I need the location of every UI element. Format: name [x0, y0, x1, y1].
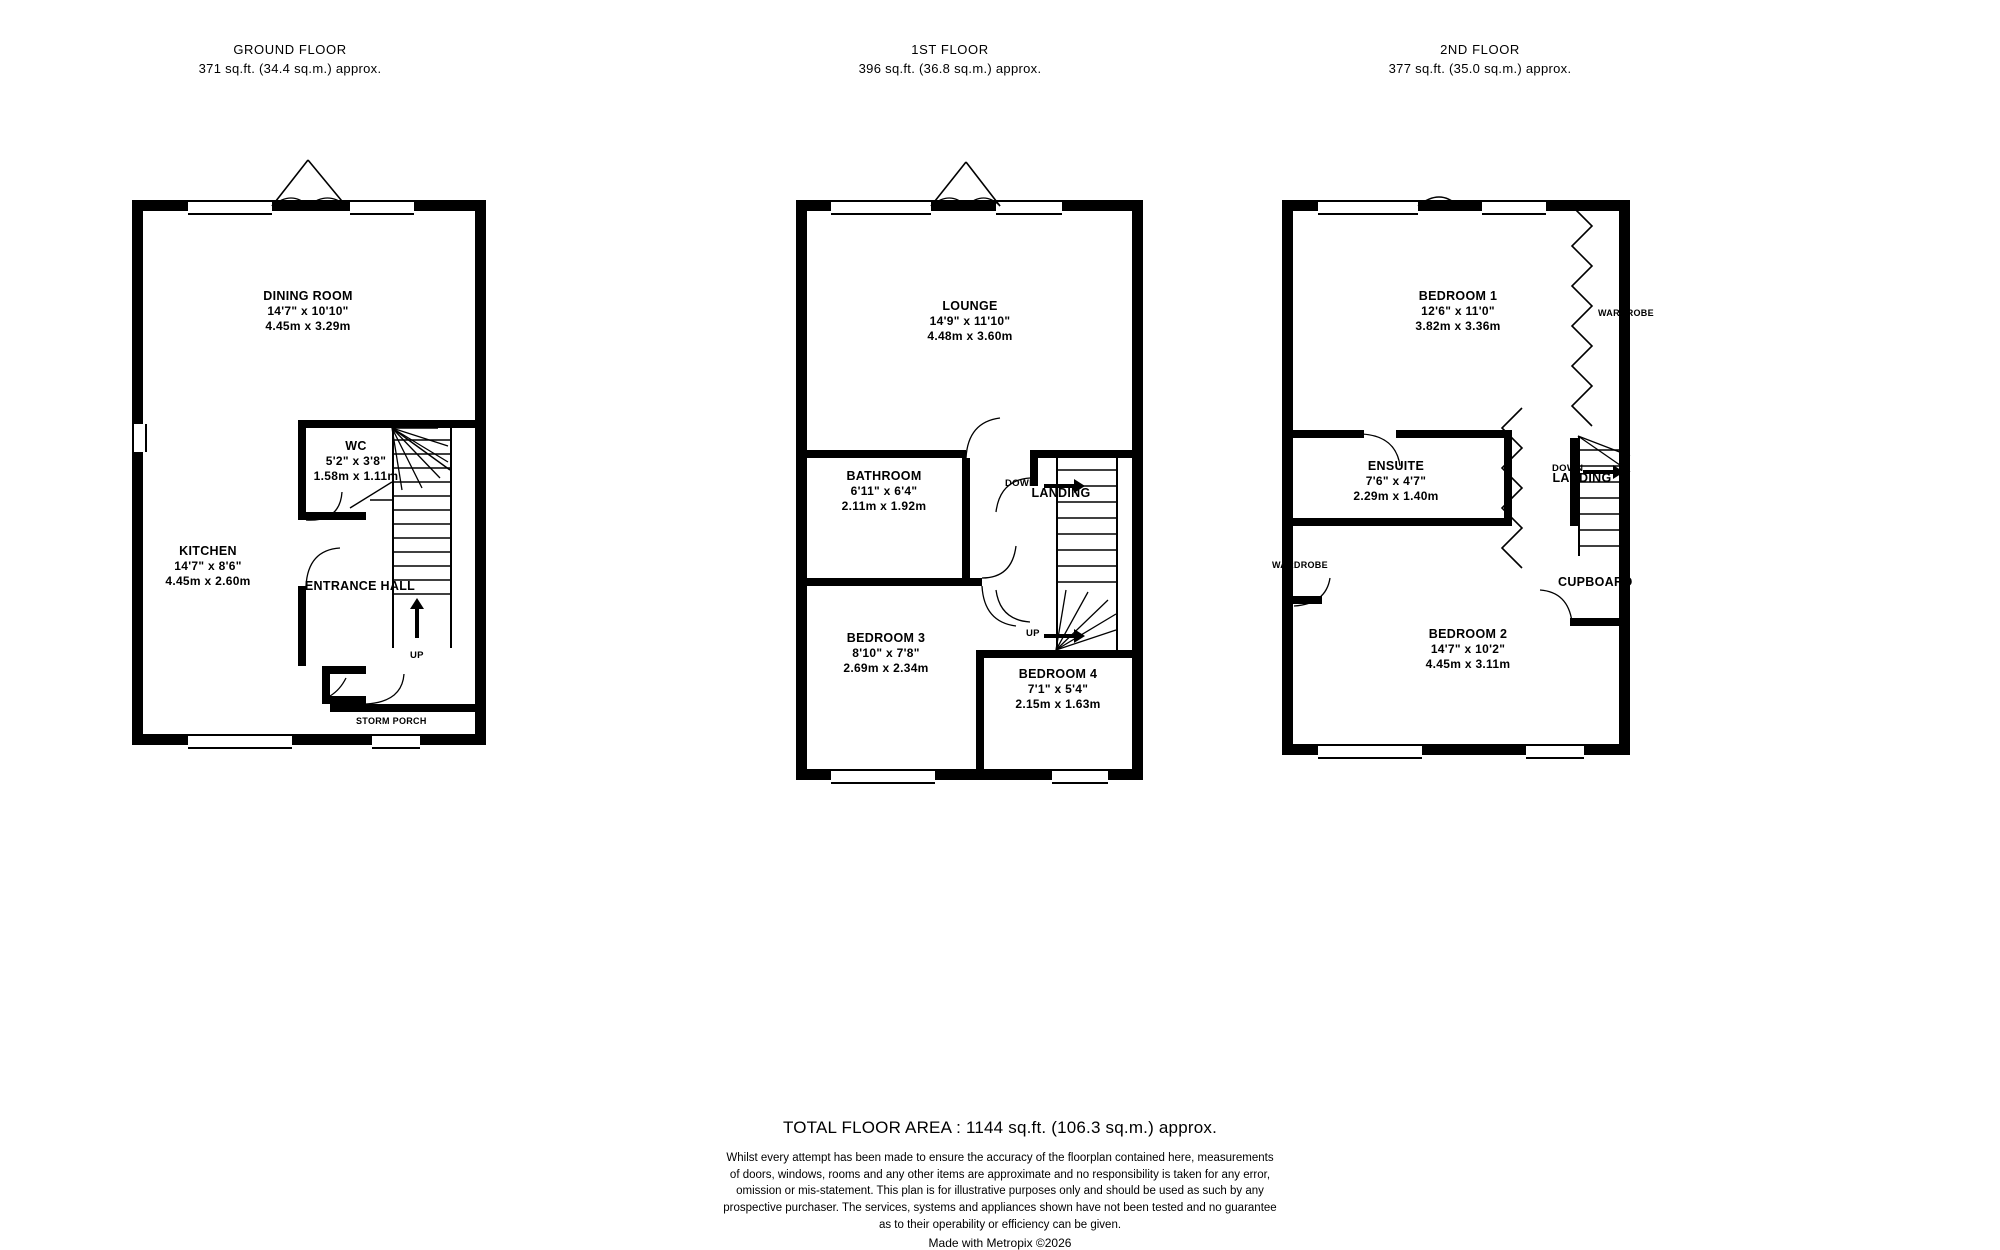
room-label-lounge — [864, 298, 1076, 345]
first-floor-area: 396 sq.ft. (36.8 sq.m.) approx. — [858, 61, 1042, 76]
stairs-up-arrow-stem — [1044, 634, 1076, 638]
label-wardrobe-bed1: WARDROBE — [1598, 308, 1654, 318]
room-dim-metric: 4.48m x 3.60m — [927, 329, 1013, 344]
room-name: LANDING — [1552, 471, 1612, 485]
room-label-entrance-hall — [270, 578, 450, 594]
room-dim-imperial: 14'7" x 8'6" — [174, 559, 242, 573]
footer-block — [0, 1118, 2000, 1250]
stairs-up-label-first: UP — [1026, 628, 1040, 639]
room-name: WC — [345, 439, 367, 453]
room-dim-metric: 1.58m x 1.11m — [313, 469, 399, 484]
room-name: BEDROOM 4 — [1018, 667, 1098, 681]
ground-floor-plan — [40, 30, 540, 770]
room-label-bedroom-4 — [978, 666, 1138, 713]
room-name: BEDROOM 1 — [1418, 289, 1498, 303]
room-dim-metric: 2.15m x 1.63m — [1015, 697, 1101, 712]
room-dim-imperial: 14'9" x 11'10" — [929, 314, 1011, 328]
first-floor-title: 1ST FLOOR — [911, 42, 989, 57]
room-label-bedroom-1 — [1352, 288, 1564, 335]
ground-floor-area: 371 sq.ft. (34.4 sq.m.) approx. — [198, 61, 382, 76]
room-dim-imperial: 12'6" x 11'0" — [1421, 304, 1495, 318]
disclaimer — [0, 1150, 2000, 1233]
room-dim-metric: 2.11m x 1.92m — [841, 499, 927, 514]
room-name: BEDROOM 2 — [1428, 627, 1508, 641]
label-storm-porch: STORM PORCH — [356, 716, 427, 726]
stairs-up-arrow-head — [410, 598, 424, 609]
made-with-credit: Made with Metropix ©2026 — [928, 1236, 1072, 1250]
room-dim-metric: 3.82m x 3.36m — [1415, 319, 1501, 334]
label-wardrobe-bed2: WARDROBE — [1272, 560, 1328, 570]
disclaimer-line: as to their operability or efficiency can be given. — [878, 1218, 1122, 1231]
room-name: BEDROOM 3 — [846, 631, 926, 645]
second-floor-plan — [1200, 30, 1760, 770]
second-floor-area: 377 sq.ft. (35.0 sq.m.) approx. — [1388, 61, 1572, 76]
room-dim-imperial: 7'6" x 4'7" — [1365, 474, 1427, 488]
room-label-bathroom — [804, 468, 964, 515]
room-label-dining-room — [202, 288, 414, 335]
room-label-ensuite — [1312, 458, 1480, 505]
room-dim-imperial: 6'11" x 6'4" — [850, 484, 918, 498]
room-name: KITCHEN — [179, 544, 237, 558]
room-dim-metric: 2.69m x 2.34m — [843, 661, 929, 676]
label-cupboard: CUPBOARD — [1558, 575, 1633, 589]
room-dim-metric: 4.45m x 2.60m — [165, 574, 251, 589]
room-dim-imperial: 7'1" x 5'4" — [1027, 682, 1089, 696]
room-dim-imperial: 5'2" x 3'8" — [325, 454, 387, 468]
room-label-wc — [276, 438, 436, 485]
room-dim-imperial: 14'7" x 10'2" — [1430, 642, 1506, 656]
room-name: DINING ROOM — [263, 289, 353, 303]
room-name: LANDING — [1031, 486, 1091, 500]
room-label-landing — [986, 485, 1136, 501]
disclaimer-line: prospective purchaser. The services, systems and appliances shown have not been tested and no guarantee — [723, 1202, 1277, 1215]
room-dim-imperial: 14'7" x 10'10" — [267, 304, 349, 318]
room-label-landing-2nd — [1522, 470, 1642, 486]
second-floor-title: 2ND FLOOR — [1440, 42, 1520, 57]
stairs-up-arrow-stem — [415, 608, 419, 638]
room-name: BATHROOM — [846, 469, 922, 483]
first-floor-plan — [700, 30, 1200, 810]
room-name: ENSUITE — [1367, 459, 1425, 473]
disclaimer-line: omission or mis-statement. This plan is for illustrative purposes only and should be used as such by any — [736, 1185, 1264, 1198]
stairs-down-label-second: DOWN — [1552, 463, 1584, 474]
disclaimer-line: Whilst every attempt has been made to ensure the accuracy of the floorplan contained here, measurements — [726, 1152, 1274, 1164]
stairs-ground-treads — [40, 30, 540, 770]
room-name: LOUNGE — [942, 299, 998, 313]
stairs-up-label-ground: UP — [410, 650, 424, 661]
room-dim-metric: 2.29m x 1.40m — [1353, 489, 1439, 504]
ground-floor-title: GROUND FLOOR — [233, 42, 347, 57]
room-label-kitchen — [128, 543, 288, 590]
stairs-down-label-first: DOWN — [1005, 478, 1037, 489]
room-dim-metric: 4.45m x 3.29m — [265, 319, 351, 334]
room-dim-metric: 4.45m x 3.11m — [1425, 657, 1511, 672]
room-dim-imperial: 8'10" x 7'8" — [852, 646, 920, 660]
room-label-bedroom-3 — [800, 630, 972, 677]
disclaimer-line: of doors, windows, rooms and any other items are approximate and no responsibility is taken for any error, — [729, 1168, 1271, 1181]
room-label-bedroom-2 — [1362, 626, 1574, 673]
total-floor-area: TOTAL FLOOR AREA : 1144 sq.ft. (106.3 sq.m.) approx. — [782, 1118, 1217, 1137]
room-name: ENTRANCE HALL — [304, 579, 416, 593]
stairs-up-arrow-head — [1074, 629, 1085, 643]
